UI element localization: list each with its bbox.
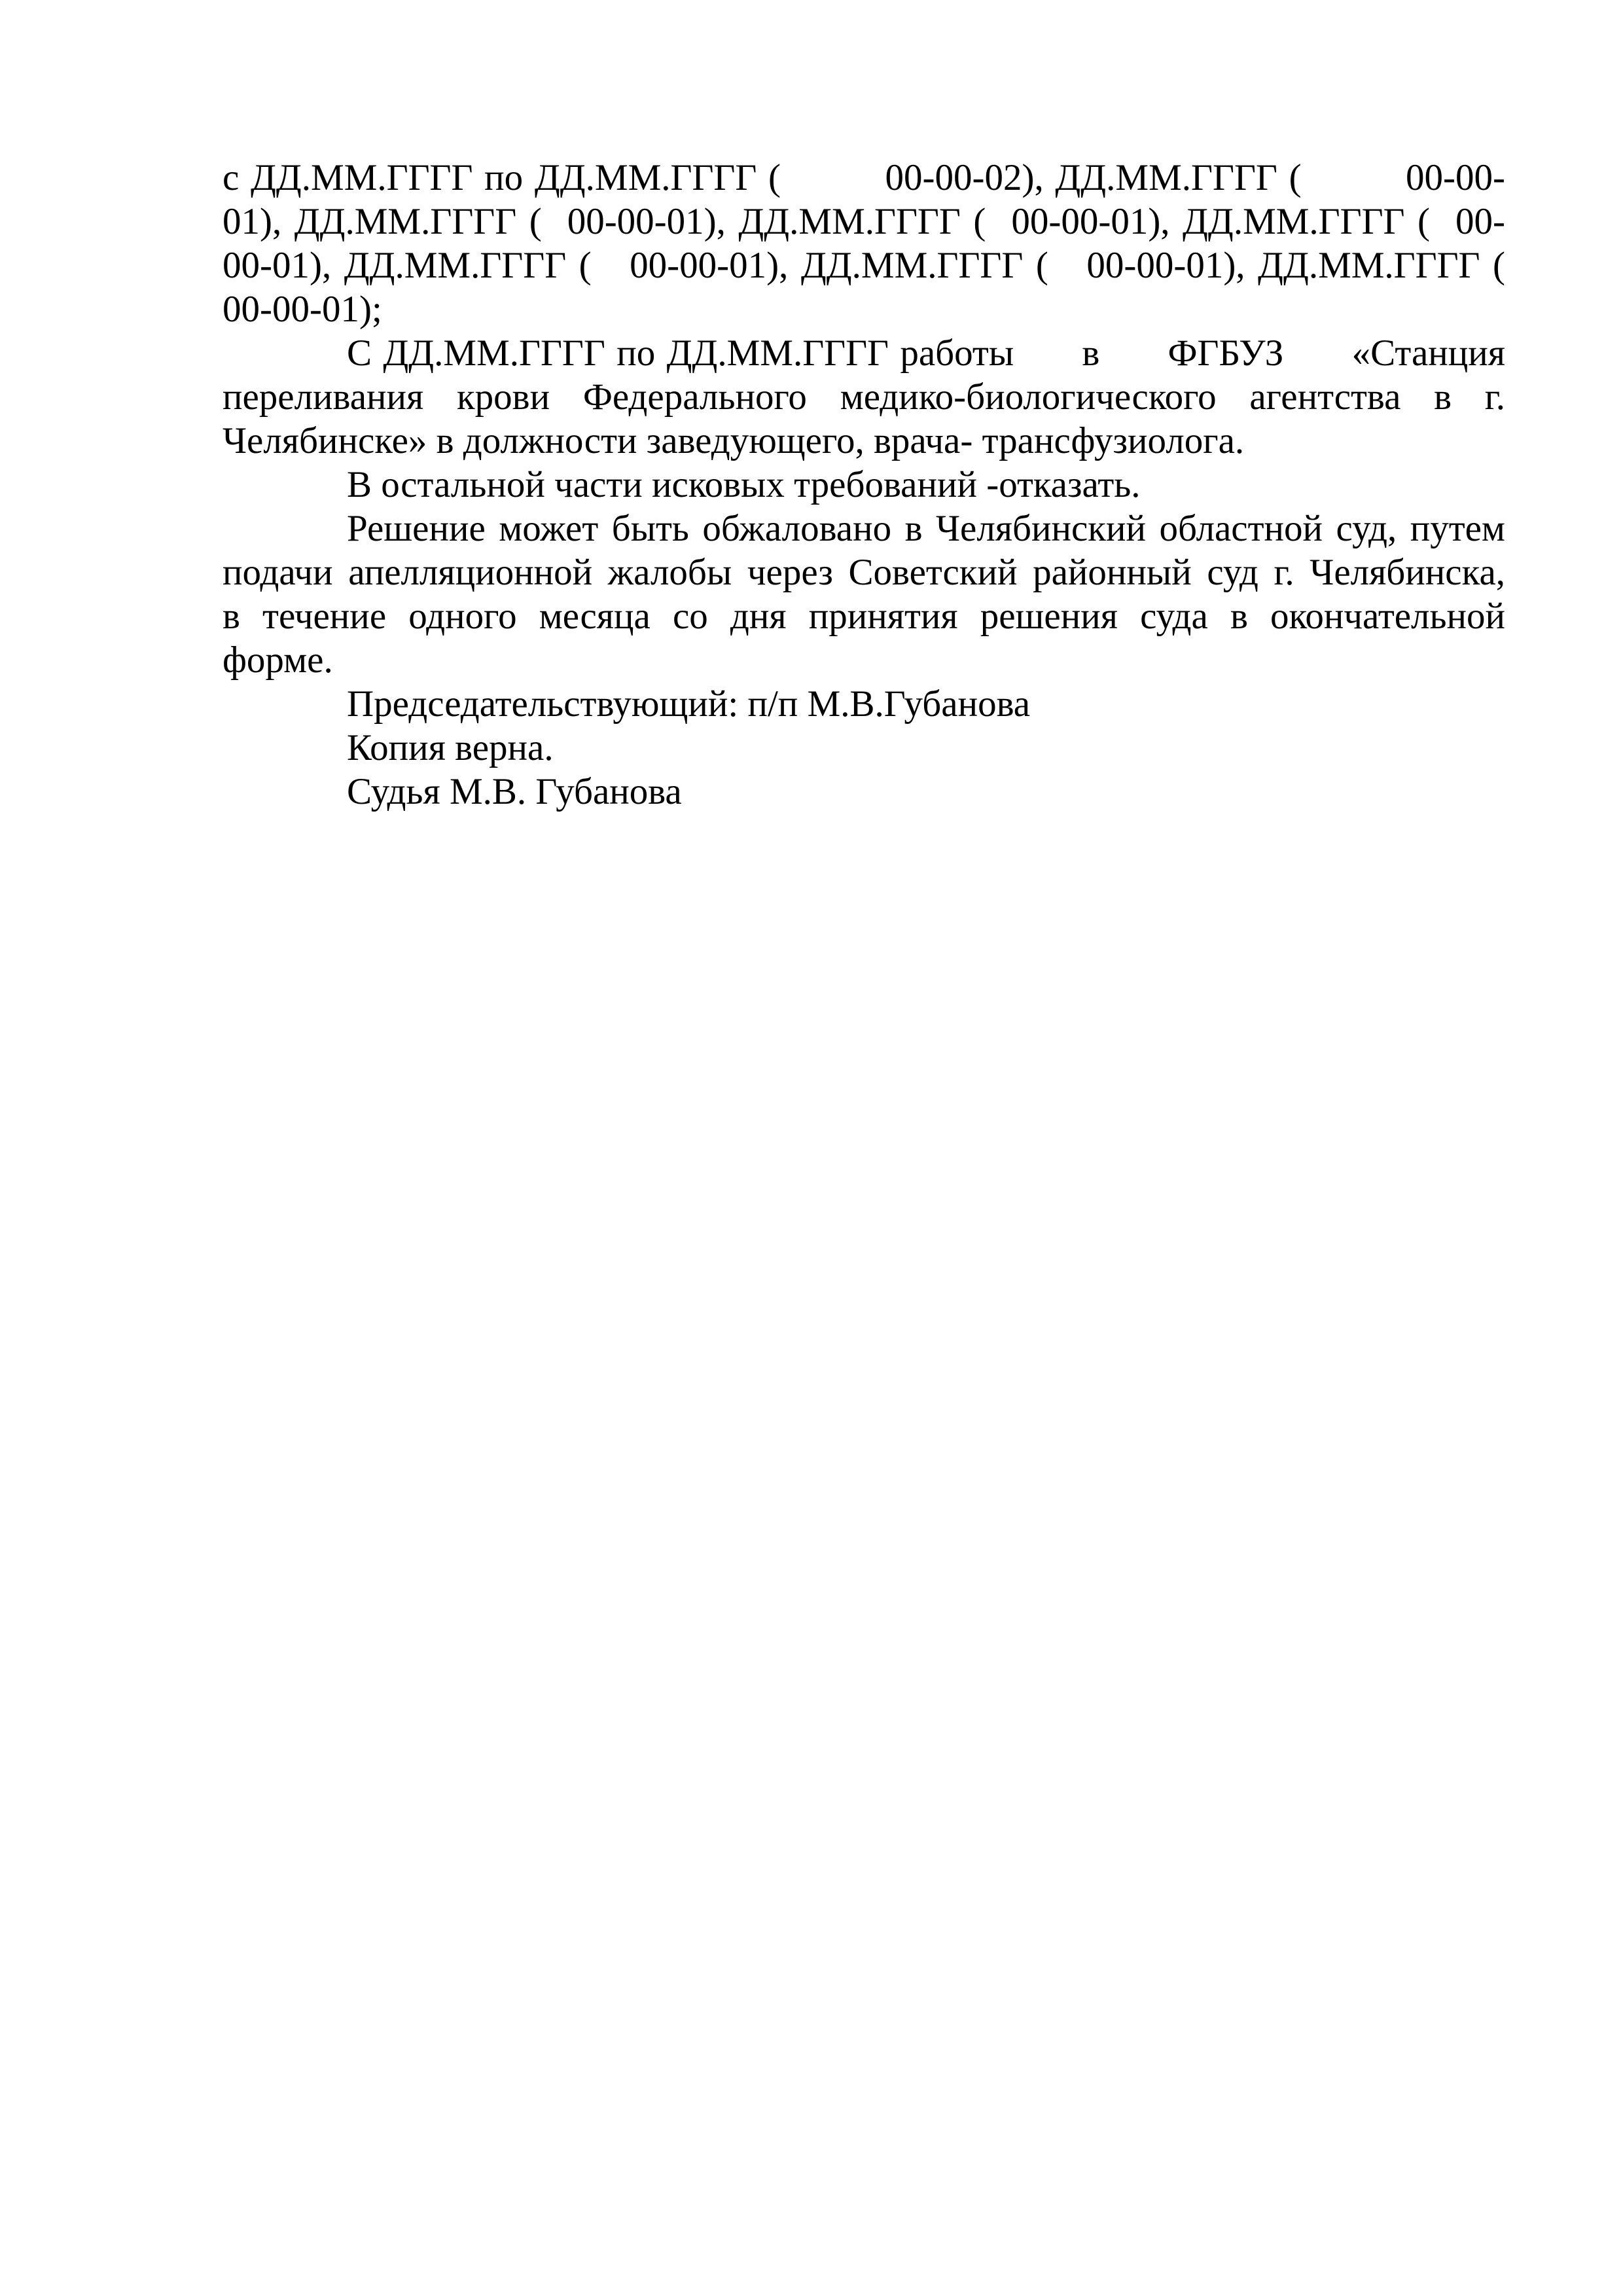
text-line: Судья М.В. Губанова — [347, 771, 682, 812]
text-line: Председательствующий: п/п М.В.Губанова — [347, 683, 1031, 725]
text-line: Челябинске» в должности заведующего, врача- трансфузиолога. — [223, 420, 1245, 461]
text-line: с ДД.ММ.ГГГГ по ДД.ММ.ГГГГ ( 00-00-02), ДД.ММ.ГГГГ ( 00-00- — [223, 157, 1505, 198]
court-decision-text-block — [223, 156, 1505, 814]
text-line: в течение одного месяца со дня принятия решения суда в окончательной — [223, 596, 1505, 637]
text-line: переливания крови Федерального медико-биологического агентства в г. — [223, 376, 1505, 418]
text-line: форме. — [223, 639, 333, 681]
text-line: Решение может быть обжаловано в Челябинский областной суд, путем — [347, 508, 1505, 549]
text-line: 00-00-01); — [223, 289, 382, 330]
text-line: подачи апелляционной жалобы через Советский районный суд г. Челябинска, — [223, 552, 1505, 593]
text-line: С ДД.ММ.ГГГГ по ДД.ММ.ГГГГ работы в ФГБУЗ «Станция — [347, 332, 1505, 374]
text-line: 01), ДД.ММ.ГГГГ ( 00-00-01), ДД.ММ.ГГГГ ( 00-00-01), ДД.ММ.ГГГГ ( 00- — [223, 201, 1505, 242]
text-line: В остальной части исковых требований -отказать. — [347, 464, 1141, 505]
text-line: Копия верна. — [347, 727, 554, 768]
text-line: 00-01), ДД.ММ.ГГГГ ( 00-00-01), ДД.ММ.ГГГГ ( 00-00-01), ДД.ММ.ГГГГ ( — [223, 245, 1505, 286]
